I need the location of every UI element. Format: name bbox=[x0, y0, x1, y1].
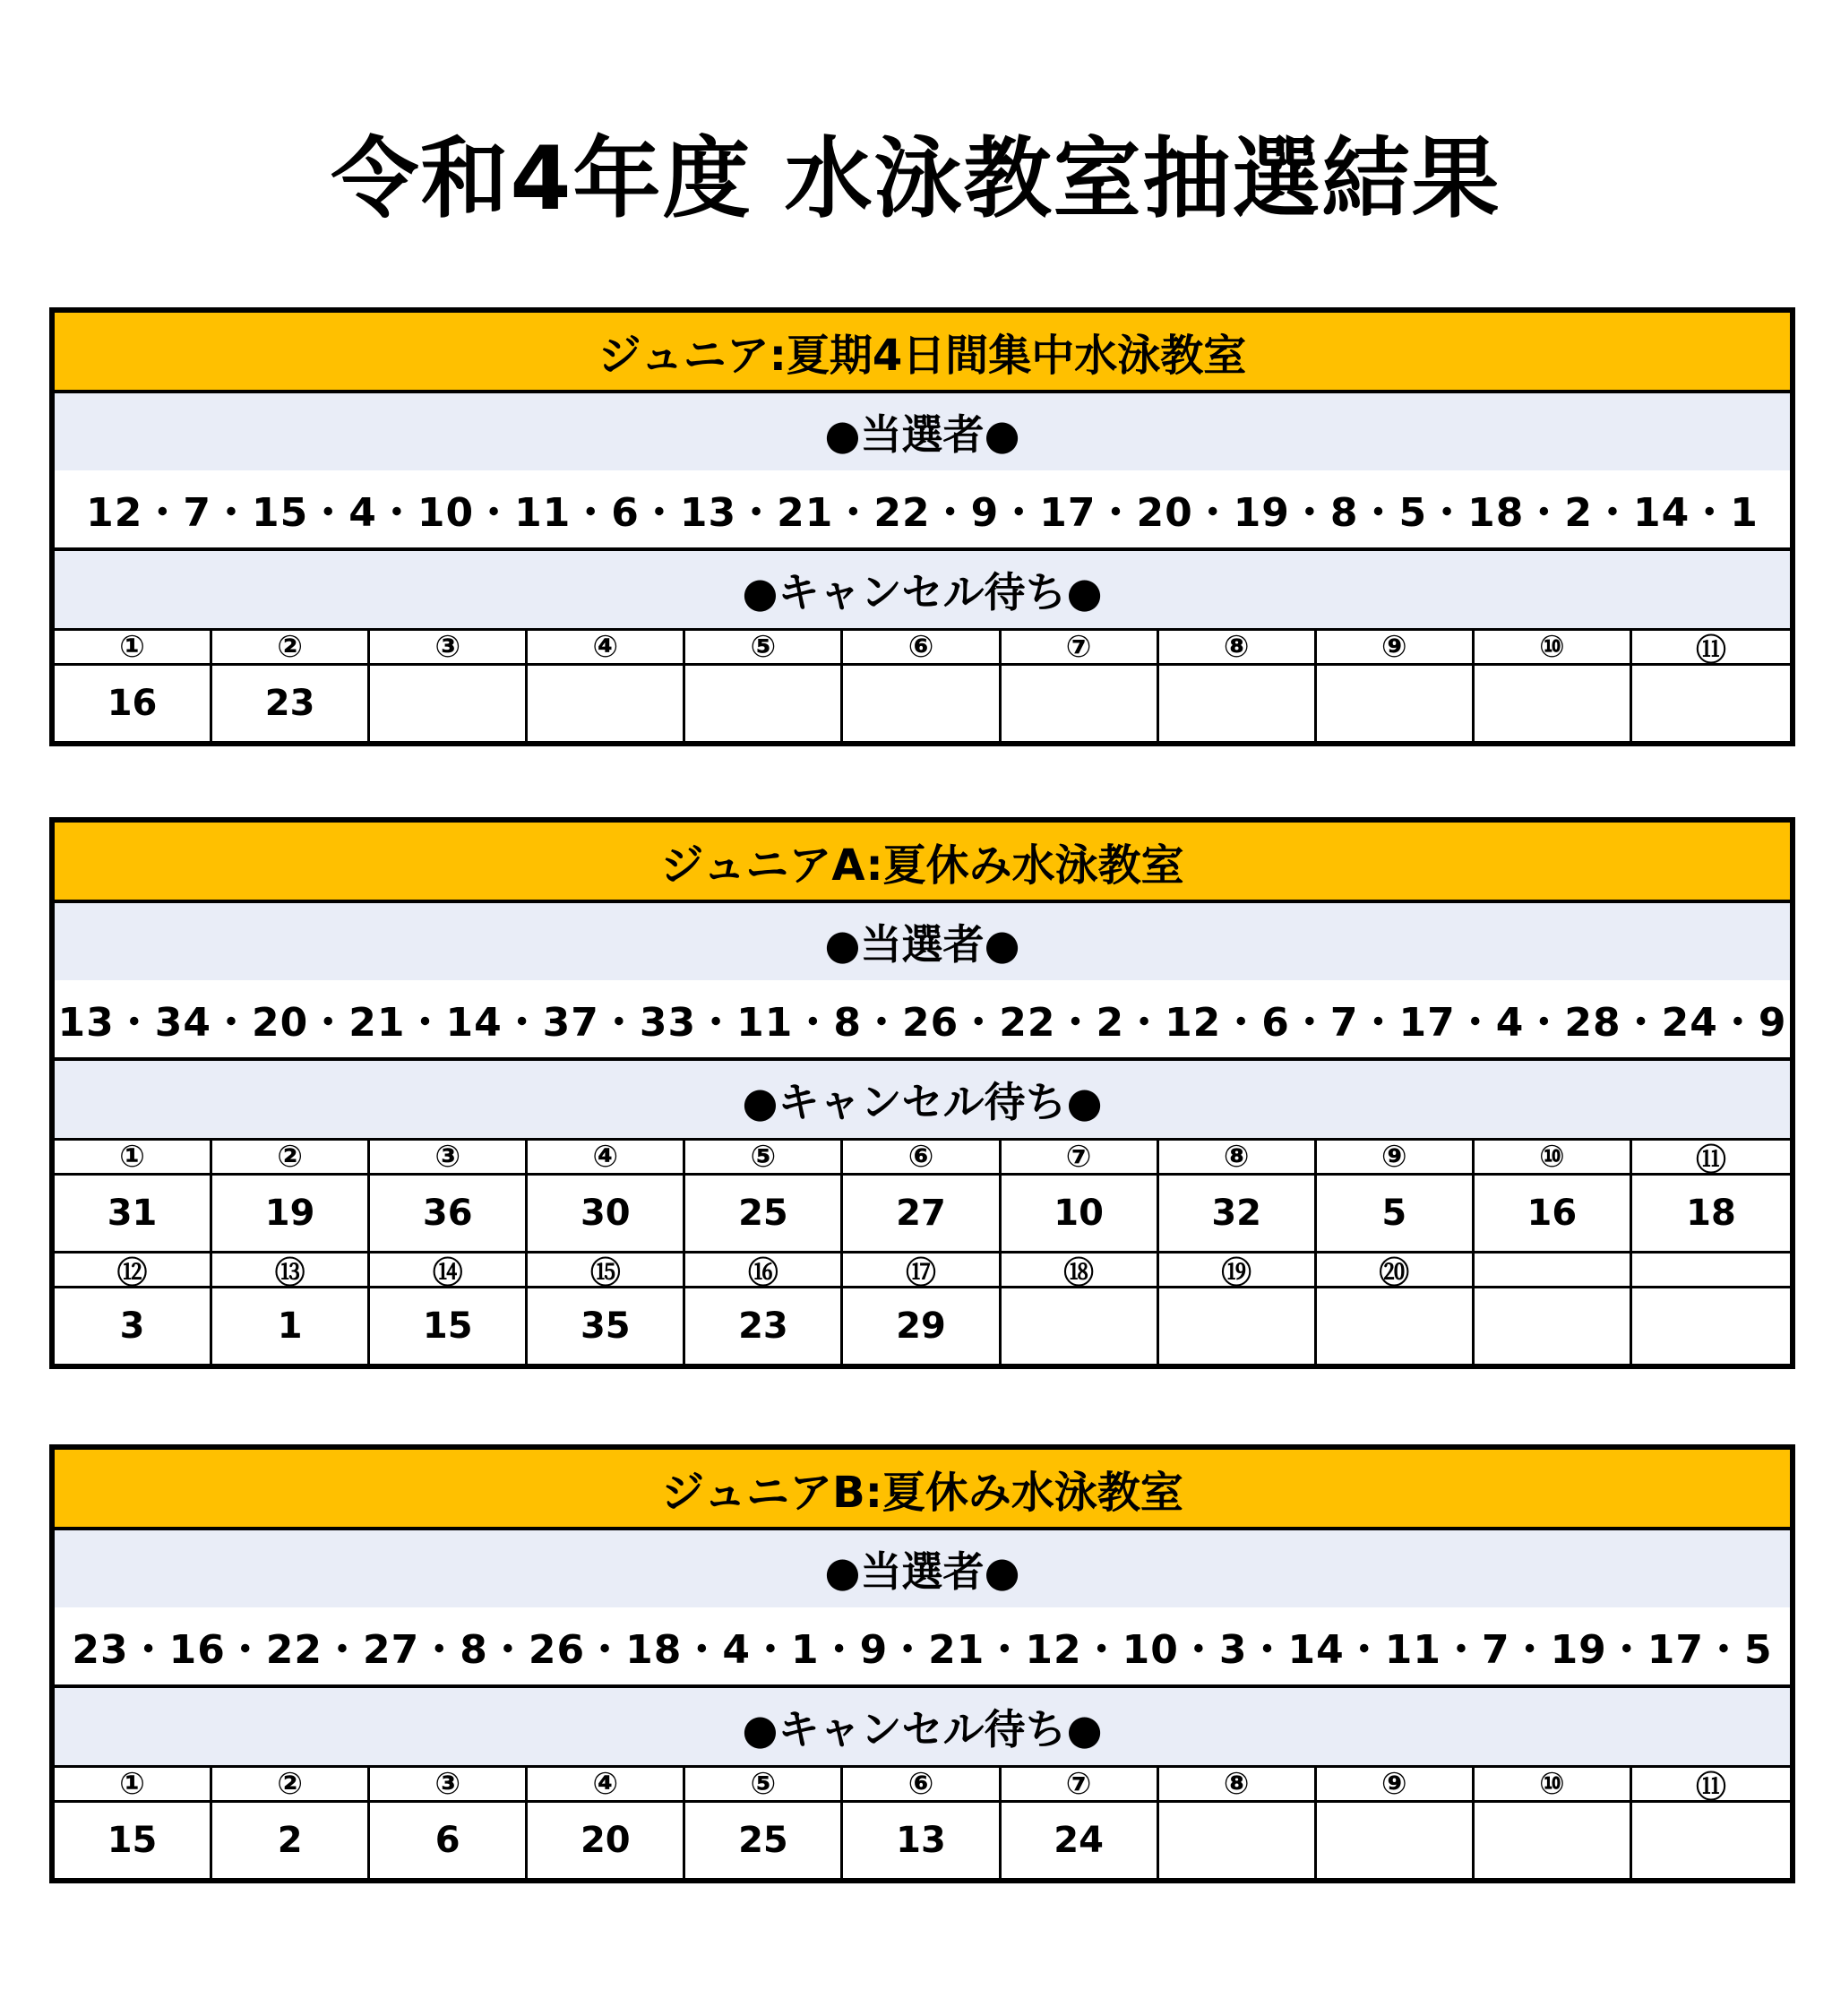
waitlist-number: ⑤ bbox=[685, 628, 843, 666]
waitlist-value: 15 bbox=[55, 1803, 212, 1878]
waitlist-number: ② bbox=[212, 628, 370, 666]
waitlist-value-row bbox=[55, 666, 1790, 741]
waitlist-number: ③ bbox=[370, 1138, 528, 1176]
waitlist-value-row bbox=[55, 1803, 1790, 1878]
waitlist-number: ⑪ bbox=[1632, 1138, 1790, 1176]
section-title: ジュニアA:夏休み水泳教室 bbox=[55, 823, 1790, 903]
waitlist-number: ⑪ bbox=[1632, 1765, 1790, 1803]
waitlist-value bbox=[1632, 1288, 1790, 1364]
winners-header: ●当選者● bbox=[55, 393, 1790, 470]
waitlist-number: ① bbox=[55, 1765, 212, 1803]
waitlist-value: 5 bbox=[1317, 1176, 1475, 1251]
waitlist-value: 29 bbox=[843, 1288, 1001, 1364]
waitlist-number: ⑯ bbox=[685, 1251, 843, 1288]
waitlist-number: ⑰ bbox=[843, 1251, 1001, 1288]
waitlist-number: ③ bbox=[370, 1765, 528, 1803]
waitlist-number: ⑤ bbox=[685, 1765, 843, 1803]
waitlist-value bbox=[1475, 666, 1632, 741]
waitlist-number: ④ bbox=[528, 1765, 685, 1803]
waitlist-value: 23 bbox=[212, 666, 370, 741]
waitlist-value: 27 bbox=[843, 1176, 1001, 1251]
waitlist-value: 32 bbox=[1159, 1176, 1317, 1251]
waitlist-value: 18 bbox=[1686, 1193, 1736, 1234]
waitlist-number-row bbox=[55, 1765, 1790, 1803]
waitlist-value bbox=[1632, 1803, 1790, 1878]
waitlist-value bbox=[370, 666, 528, 741]
waitlist-number: ⑮ bbox=[528, 1251, 685, 1288]
waitlist-value: 23 bbox=[685, 1288, 843, 1364]
waitlist-number: ⑩ bbox=[1475, 628, 1632, 666]
waitlist-value: 19 bbox=[212, 1176, 370, 1251]
waitlist-number: ⑨ bbox=[1317, 1138, 1475, 1176]
winners-list: 13・34・20・21・14・37・33・11・8・26・22・2・12・6・7・17・4・28・24・9 bbox=[55, 980, 1790, 1061]
waitlist-number-row bbox=[55, 1251, 1790, 1291]
waitlist-value: 15 bbox=[370, 1288, 528, 1364]
waitlist-value bbox=[1632, 666, 1790, 741]
waitlist-number: ⑭ bbox=[370, 1251, 528, 1288]
waitlist-value bbox=[1159, 666, 1317, 741]
waitlist-number: ① bbox=[55, 628, 212, 666]
waitlist-header: ●キャンセル待ち● bbox=[55, 551, 1790, 628]
section-junior-a-summer bbox=[49, 817, 1795, 1369]
waitlist-number: ⑲ bbox=[1159, 1251, 1317, 1288]
waitlist-value bbox=[1159, 1803, 1317, 1878]
waitlist-value: 25 bbox=[685, 1176, 843, 1251]
winners-list: 12・7・15・4・10・11・6・13・21・22・9・17・20・19・8・5・18・2・14・1 bbox=[55, 470, 1790, 551]
waitlist-value: 31 bbox=[55, 1176, 212, 1251]
waitlist-number: ⑦ bbox=[1002, 1765, 1159, 1803]
waitlist-number: ⑦ bbox=[1002, 628, 1159, 666]
waitlist-value: 13 bbox=[843, 1803, 1001, 1878]
waitlist-value bbox=[1317, 1803, 1475, 1878]
waitlist-value: 16 bbox=[1475, 1176, 1632, 1251]
waitlist-number: ② bbox=[212, 1765, 370, 1803]
section-title: ジュニアB:夏休み水泳教室 bbox=[55, 1450, 1790, 1530]
waitlist-value: 10 bbox=[1002, 1176, 1159, 1251]
waitlist-number: ⑥ bbox=[843, 1138, 1001, 1176]
waitlist-value: 24 bbox=[1002, 1803, 1159, 1878]
waitlist-value bbox=[1475, 1288, 1632, 1364]
waitlist-value: 1 bbox=[212, 1288, 370, 1364]
section-junior-b-summer bbox=[49, 1444, 1795, 1883]
waitlist-value bbox=[1002, 1288, 1159, 1364]
waitlist-number: ⑧ bbox=[1159, 1765, 1317, 1803]
waitlist-header: ●キャンセル待ち● bbox=[55, 1061, 1790, 1138]
waitlist-value: 30 bbox=[528, 1176, 685, 1251]
waitlist-value: 3 bbox=[55, 1288, 212, 1364]
waitlist-number: ⑩ bbox=[1475, 1765, 1632, 1803]
waitlist-value bbox=[1002, 666, 1159, 741]
waitlist-header: ●キャンセル待ち● bbox=[55, 1688, 1790, 1765]
waitlist-number: ⑪ bbox=[1632, 628, 1790, 666]
waitlist-value bbox=[1317, 1288, 1475, 1364]
waitlist-value: 6 bbox=[370, 1803, 528, 1878]
section-title: ジュニア:夏期4日間集中水泳教室 bbox=[55, 313, 1790, 393]
waitlist-number: ④ bbox=[528, 1138, 685, 1176]
waitlist-number: ⑳ bbox=[1317, 1251, 1475, 1288]
section-junior-summer-intensive bbox=[49, 307, 1795, 746]
waitlist-number: ⑥ bbox=[843, 628, 1001, 666]
waitlist-number: ② bbox=[212, 1138, 370, 1176]
winners-header: ●当選者● bbox=[55, 903, 1790, 980]
waitlist-value bbox=[1159, 1288, 1317, 1364]
waitlist-value: 20 bbox=[528, 1803, 685, 1878]
waitlist-number: ⑨ bbox=[1317, 1765, 1475, 1803]
winners-list: 23・16・22・27・8・26・18・4・1・9・21・12・10・3・14・11・7・19・17・5 bbox=[55, 1607, 1790, 1688]
waitlist-value: 36 bbox=[370, 1176, 528, 1251]
page-title: 令和4年度 水泳教室抽選結果 bbox=[331, 128, 1501, 230]
waitlist-number: ① bbox=[55, 1138, 212, 1176]
waitlist-value: 2 bbox=[212, 1803, 370, 1878]
waitlist-value: 35 bbox=[528, 1288, 685, 1364]
waitlist-value bbox=[1475, 1803, 1632, 1878]
waitlist-value-row bbox=[55, 1176, 1790, 1251]
waitlist-number: ⑨ bbox=[1317, 628, 1475, 666]
waitlist-value-row bbox=[55, 1288, 1790, 1364]
waitlist-value bbox=[843, 666, 1001, 741]
waitlist-number: ⑤ bbox=[685, 1138, 843, 1176]
waitlist-number: ⑱ bbox=[1002, 1251, 1159, 1288]
waitlist-number bbox=[1632, 1251, 1790, 1288]
waitlist-value: 16 bbox=[55, 666, 212, 741]
waitlist-number: ⑫ bbox=[55, 1251, 212, 1288]
waitlist-number: ⑦ bbox=[1002, 1138, 1159, 1176]
waitlist-value: 25 bbox=[685, 1803, 843, 1878]
waitlist-value bbox=[528, 666, 685, 741]
waitlist-number: ⑥ bbox=[843, 1765, 1001, 1803]
waitlist-number: ⑧ bbox=[1159, 628, 1317, 666]
waitlist-number-row bbox=[55, 1138, 1790, 1176]
waitlist-number-row bbox=[55, 628, 1790, 666]
waitlist-number: ⑬ bbox=[212, 1251, 370, 1288]
waitlist-value bbox=[1317, 666, 1475, 741]
waitlist-number bbox=[1475, 1251, 1632, 1288]
winners-header: ●当選者● bbox=[55, 1530, 1790, 1607]
waitlist-number: ⑧ bbox=[1159, 1138, 1317, 1176]
waitlist-value bbox=[685, 666, 843, 741]
waitlist-number: ④ bbox=[528, 628, 685, 666]
waitlist-number: ③ bbox=[370, 628, 528, 666]
waitlist-number: ⑩ bbox=[1475, 1138, 1632, 1176]
